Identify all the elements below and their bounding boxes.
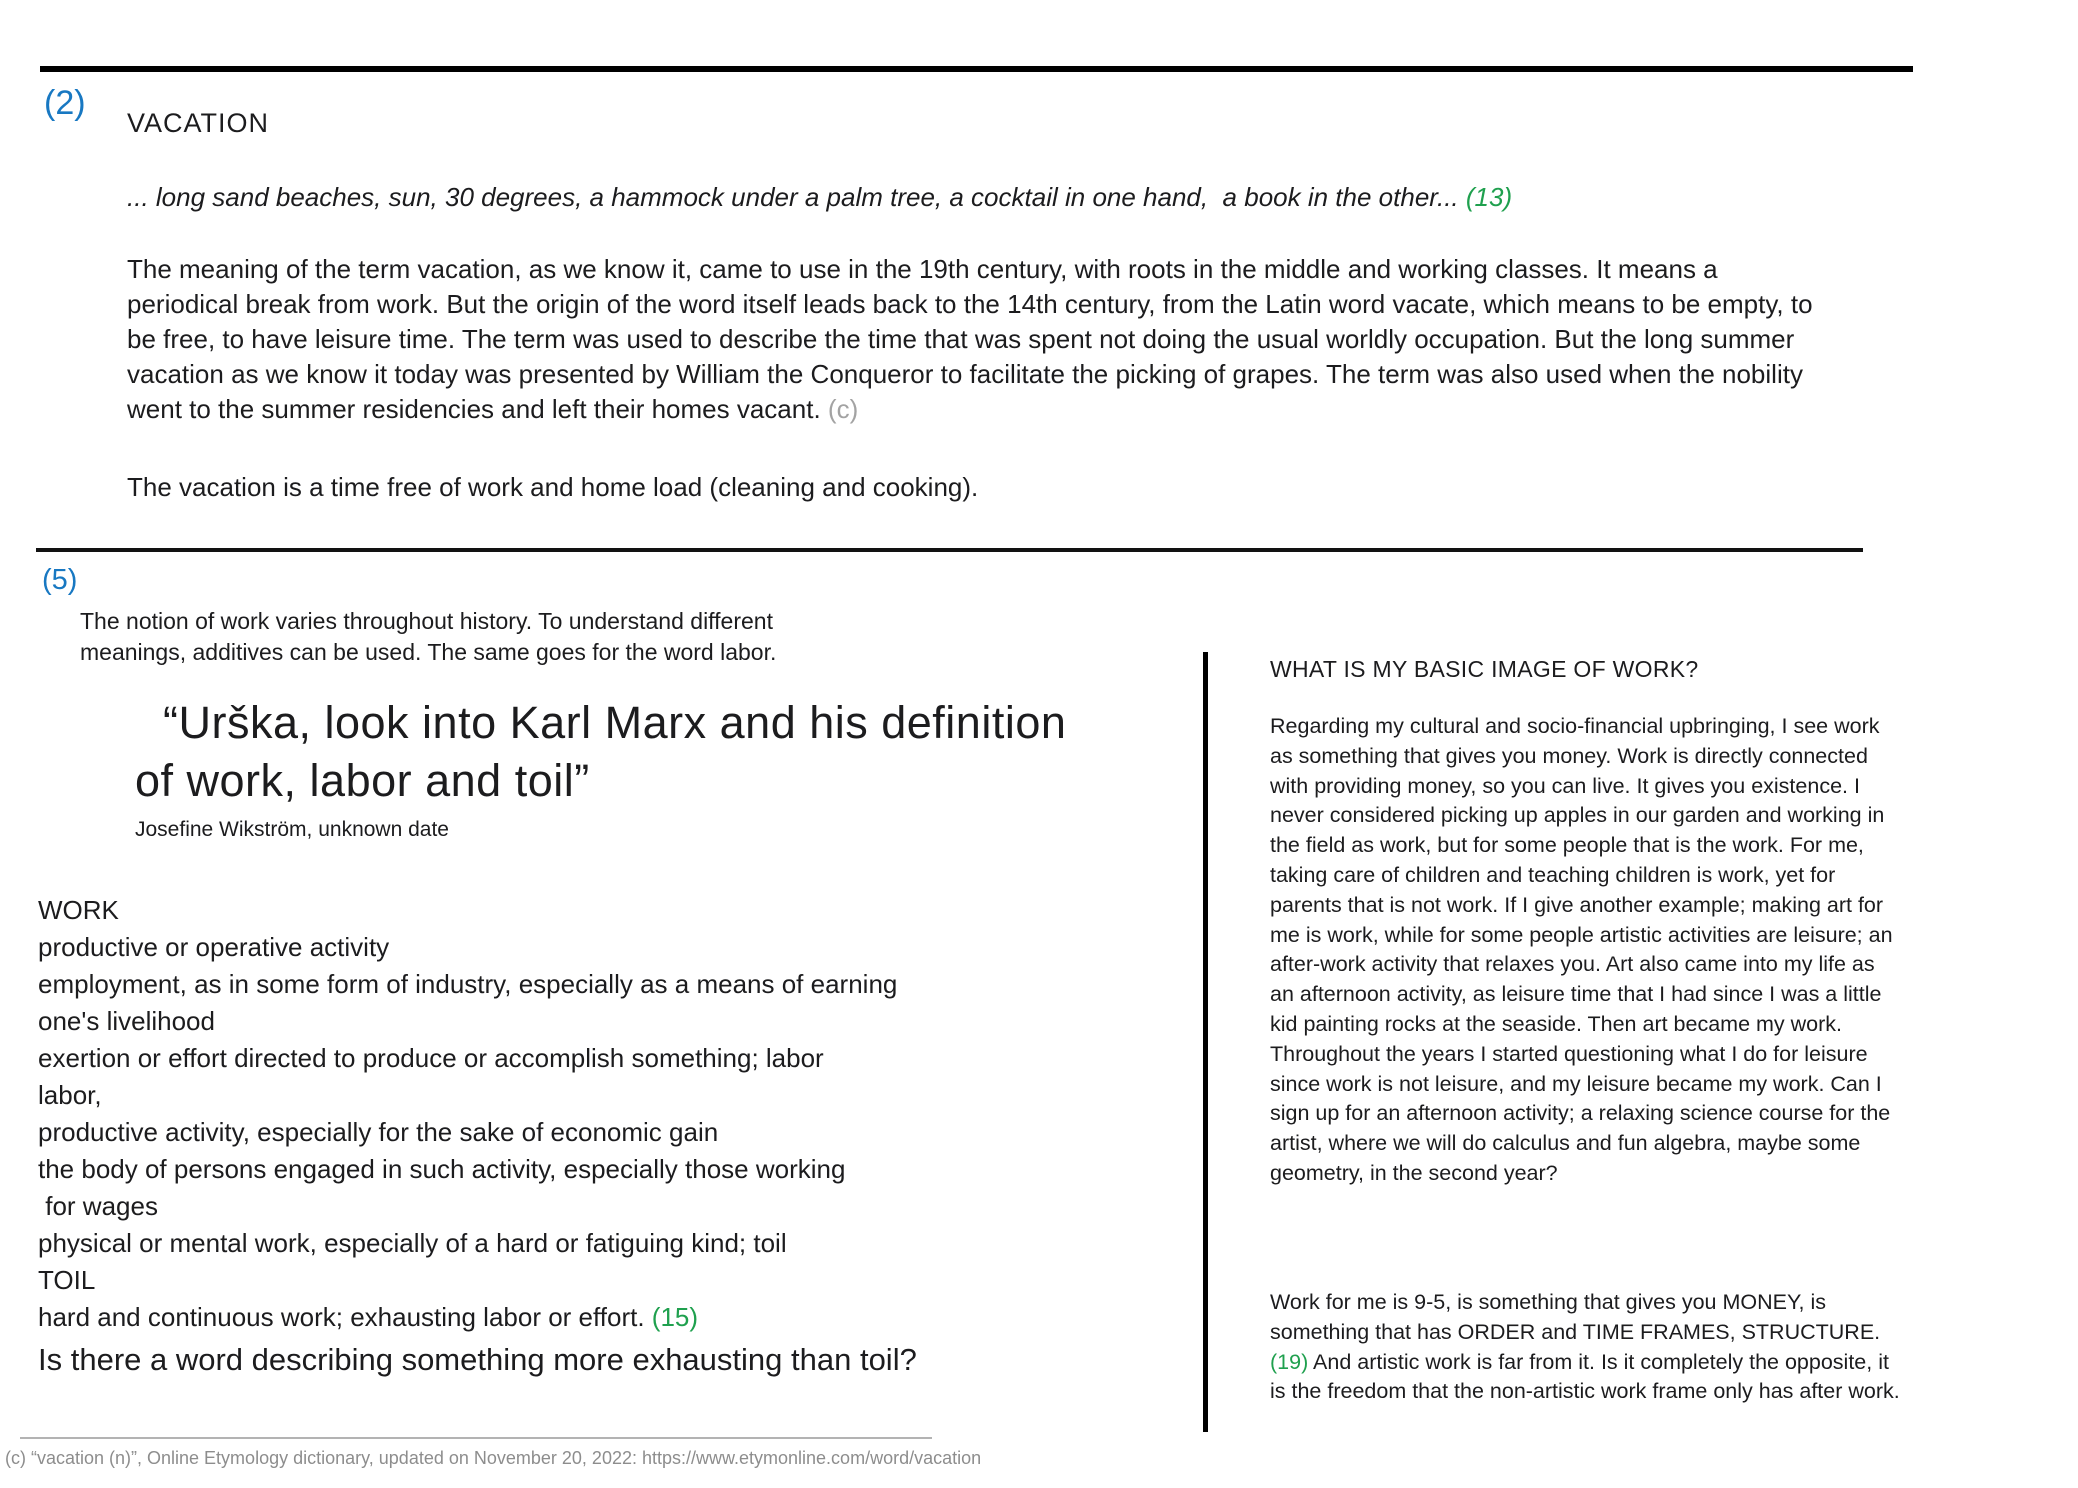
citation-19: (19) (1270, 1349, 1309, 1374)
vacation-title: VACATION (127, 108, 270, 138)
top-divider (40, 66, 1913, 72)
footnote-divider (20, 1437, 932, 1439)
vacation-body-text: The meaning of the term vacation, as we know it, came to use in the 19th century, with roots in the middle and working classes. It means a periodical break from work. But the origin of the word itself leads back to the 14th century, from the Latin word vacate, which means to be empty, to be free, to have leisure time. The term was used to describe the time that was spent not doing the usual worldly occupation. But the long summer vacation as we know it today was presented by William the Conqueror to facilitate the picking of grapes. The term was also used when the nobility went to the summer residencies and left their homes vacant. (127, 254, 1813, 424)
section-number-2: (2) (44, 84, 86, 122)
definition-line: employment, as in some form of industry, especially as a means of earning (38, 969, 898, 999)
definition-line: productive or operative activity (38, 932, 390, 962)
right-column-heading: WHAT IS MY BASIC IMAGE OF WORK? (1270, 656, 1699, 682)
vacation-note: The vacation is a time free of work and home load (cleaning and cooking). (127, 472, 979, 502)
quote-attribution: Josefine Wikström, unknown date (135, 818, 449, 841)
right-paragraph2-text-a: Work for me is 9-5, is something that gives you MONEY, is something that has ORDER and TIME FRAMES, STRUCTURE. (1270, 1290, 1881, 1344)
definition-line: the body of persons engaged in such activity, especially those working (38, 1154, 846, 1184)
vertical-divider (1203, 652, 1208, 1432)
quote-line: of work, labor and toil” (135, 755, 590, 806)
definition-line: for wages (38, 1191, 158, 1221)
vacation-body-paragraph (127, 252, 1832, 427)
toil-definition-line (38, 1299, 897, 1336)
toil-question: Is there a word describing something more exhausting than toil? (38, 1342, 917, 1377)
citation-13: (13) (1465, 182, 1513, 212)
marx-quote (135, 694, 1066, 810)
footnote-citation: (c) “vacation (n)”, Online Etymology dictionary, updated on November 20, 2022: https://www.etymonline.com/word/vacation (5, 1448, 982, 1468)
right-paragraph2-text-b: And artistic work is far from it. Is it completely the opposite, it is the freedom that the non-artistic work frame only has after work. (1270, 1349, 1900, 1404)
definition-line: one's livelihood (38, 1006, 215, 1036)
vacation-teaser-text: ... long sand beaches, sun, 30 degrees, a hammock under a palm tree, a cocktail in one hand, a book in the other... (127, 182, 1466, 212)
definition-line: WORK (38, 895, 119, 925)
right-column-paragraph-1: Regarding my cultural and socio-financial upbringing, I see work as something that gives you money. Work is directly connected with providing money, so you can live. It gives you existence. I never considered picking up apples in our garden and working in the field as work, but for some people that is the work. For me, taking care of children and teaching children is work, yet for parents that is not work. If I give another example; making art for me is work, while for some people artistic activities are leisure; an after-work activity that relaxes you. Art also came into my life as an afternoon activity, as leisure time that I had since I was a little kid painting rocks at the seaside. Then art became my work. Throughout the years I started questioning what I do for leisure since work is not leisure, and my leisure became my work. Can I sign up for an afternoon activity; a relaxing science course for the artist, where we will do calculus and fun algebra, maybe some geometry, in the second year? (1270, 714, 1893, 1185)
definition-line: labor, (38, 1080, 102, 1110)
citation-15: (15) (651, 1302, 699, 1332)
section-number-5: (5) (42, 564, 78, 596)
definition-line: TOIL (38, 1265, 96, 1295)
definition-line: productive activity, especially for the sake of economic gain (38, 1117, 719, 1147)
definition-line: physical or mental work, especially of a hard or fatiguing kind; toil (38, 1228, 787, 1258)
work-definitions (38, 892, 897, 1336)
definition-lines (38, 892, 897, 1299)
quote-line: “Urška, look into Karl Marx and his definition (163, 697, 1067, 748)
work-intro: The notion of work varies throughout history. To understand different meanings, additives can be used. The same goes for the word labor. (80, 608, 777, 665)
toil-definition-text: hard and continuous work; exhausting labor or effort. (38, 1302, 652, 1332)
right-column-paragraph-2 (1270, 1288, 1906, 1407)
vacation-teaser (127, 182, 1512, 213)
middle-divider (36, 548, 1863, 552)
citation-c: (c) (827, 394, 859, 424)
definition-line: exertion or effort directed to produce or accomplish something; labor (38, 1043, 824, 1073)
